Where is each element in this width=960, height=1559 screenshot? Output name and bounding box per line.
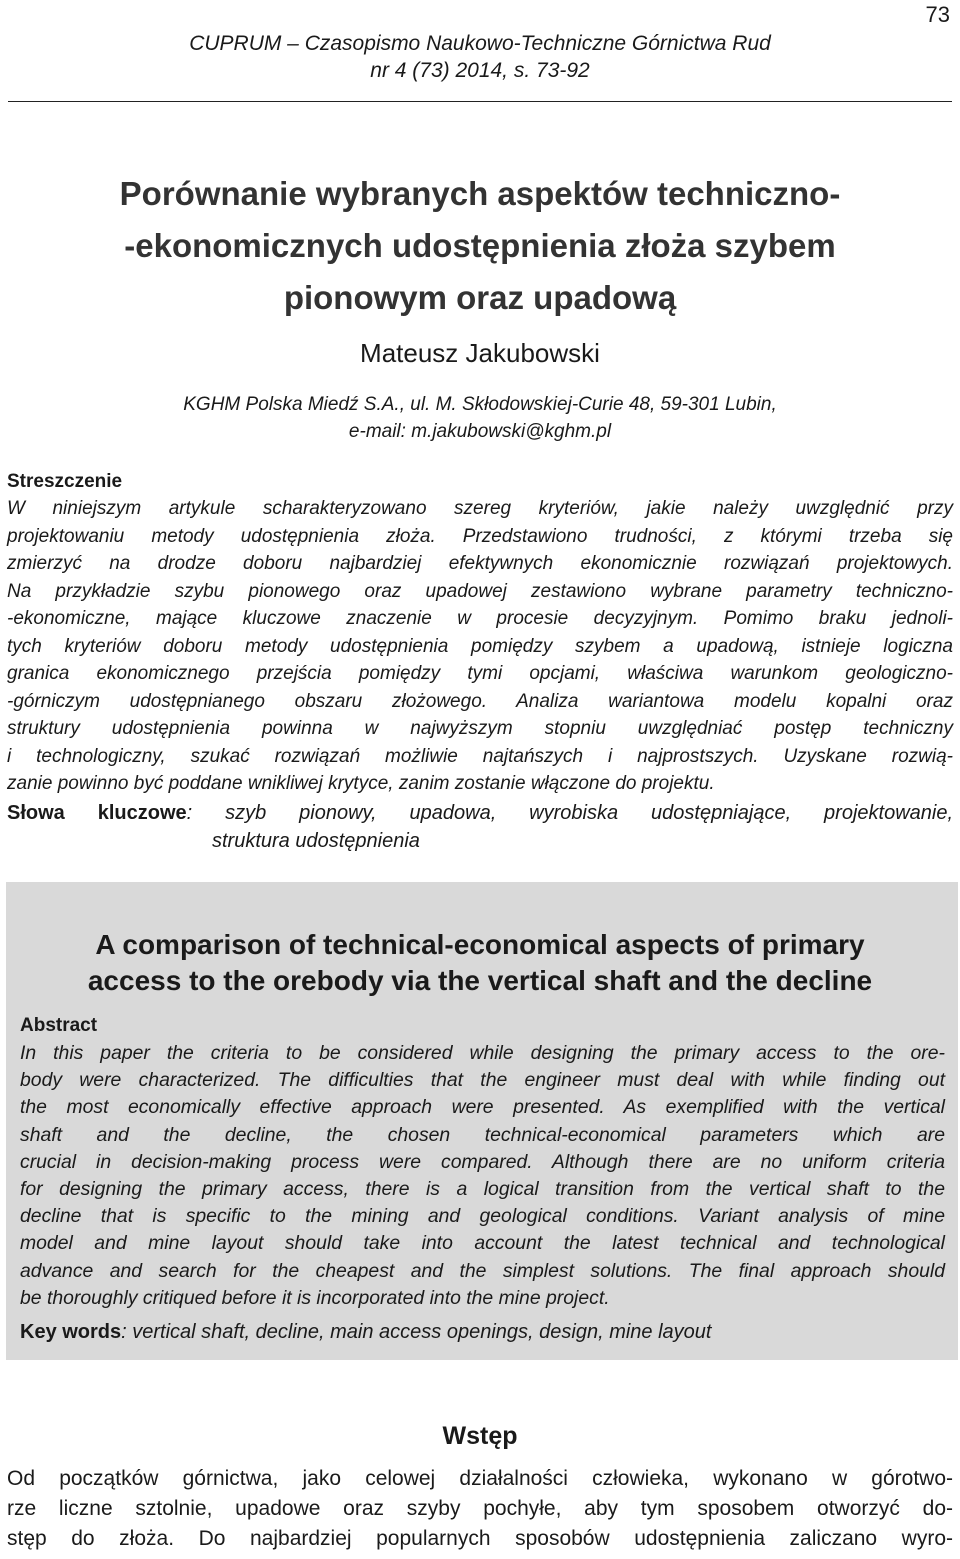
keywords-pl-continuation: struktura udostępnienia [212,830,420,852]
keywords-en [20,1318,711,1346]
english-title-line: access to the orebody via the vertical shaft and the decline [87,965,873,996]
streszczenie-heading: Streszczenie [7,471,123,492]
journal-header [0,30,960,84]
body-line: rze liczne sztolnie, upadowe oraz szyby pochyłe, aby tym sposobem otworzyć do- [7,1497,953,1520]
header-rule [8,101,952,102]
author-email: e-mail: m.jakubowski@kghm.pl [348,421,612,442]
abstract-line: be thoroughly critiqued before it is incorporated into the mine project. [20,1286,610,1309]
author-name: Mateusz Jakubowski [360,338,600,368]
journal-name: CUPRUM – Czasopismo Naukowo-Techniczne Górnictwa Rud [189,32,771,55]
affiliation: KGHM Polska Miedź S.A., ul. M. Skłodowskiej-Curie 48, 59-301 Lubin, [183,394,777,415]
abstract-line: body were characterized. The difficulties that the engineer must deal with while finding out [20,1069,945,1092]
english-title-line: A comparison of technical-economical aspects of primary [95,929,865,960]
keywords-en-text: : vertical shaft, decline, main access openings, design, mine layout [121,1321,712,1343]
abstract-line: i technologiczny, szukać rozwiązań możliwie najtańszych i najprostszych. Uzyskane rozwią- [7,745,953,767]
journal-issue: nr 4 (73) 2014, s. 73-92 [370,59,590,82]
body-line: Od początków górnictwa, jako celowej działalności człowieka, wykonano w górotwo- [7,1467,953,1490]
abstract-line: granica ekonomicznego przejścia pomiędzy tymi opcjami, właściwa warunkom geologiczno- [7,663,953,684]
abstract-line: shaft and the decline, the chosen technical-economical parameters which are [20,1123,945,1146]
abstract-line: zanie powinno być poddane wnikliwej krytyce, zanim zostanie włączone do projektu. [7,773,715,794]
abstract-line: for designing the primary access, there is a logical transition from the vertical shaft to the [20,1178,945,1201]
title-line: -ekonomicznych udostępnienia złoża szybem [124,227,836,264]
abstract-line: -ekonomiczne, mające kluczowe znaczenie w procesie decyzyjnym. Pomimo braku jednoli- [7,608,953,629]
abstract-line: the most economically effective approach were presented. As exemplified with the vertical [20,1096,945,1119]
author-block [0,336,960,370]
keywords-pl-label: Słowa kluczowe [7,802,187,824]
streszczenie-body [7,495,953,798]
abstract-heading: Abstract [20,1015,98,1036]
abstract-line: In this paper the criteria to be considered while designing the primary access to the ore- [20,1042,945,1064]
abstract-line: struktury udostępnienia powinna w najwyższym stopniu uwzględniać postęp techniczny [7,718,953,739]
abstract-line: advance and search for the cheapest and the simplest solutions. The final approach should [20,1259,945,1282]
page-number: 73 [925,2,950,27]
abstract-line: W niniejszym artykule scharakteryzowano szereg kryteriów, jakie należy uwzględnić przy [7,498,953,519]
title-line: Porównanie wybranych aspektów techniczno- [119,175,841,212]
section-heading: Wstęp [442,1422,518,1450]
abstract-line: zmierzyć na drodze doboru najbardziej efektywnych ekonomicznie rozwiązań projektowych. [7,553,953,574]
keywords-en-label: Key words [20,1321,122,1343]
abstract-line: decline that is specific to the mining and geological conditions. Variant analysis of mine [20,1205,945,1228]
intro-paragraph [7,1464,953,1554]
body-line: stęp do złoża. Do najbardziej popularnych sposobów udostępnienia zaliczano wyro- [7,1527,953,1550]
affiliation-block [0,391,960,445]
abstract-line: projektowaniu metody udostępnienia złoża. Przedstawiono trudności, z którymi trzeba się [7,525,953,547]
abstract-line: -górniczym udostępnianego obszaru złożowego. Analiza wariantowa modelu kopalni oraz [7,690,953,712]
keywords-pl-line [7,799,953,827]
abstract-line: crucial in decision-making process were compared. Although there are no uniform criteria [20,1150,945,1173]
abstract-body [20,1040,945,1312]
english-title [0,927,960,999]
article-title [0,168,960,324]
abstract-line: tych kryteriów doboru metody udostępnienia pomiędzy szybem a upadową, istnieje logiczna [7,635,953,657]
abstract-line: model and mine layout should take into account the latest technical and technological [20,1232,945,1255]
keywords-pl-text: : szyb pionowy, upadowa, wyrobiska udostępniające, projektowanie, [186,802,954,824]
title-line: pionowym oraz upadową [283,279,677,316]
abstract-line: Na przykładzie szybu pionowego oraz upadowej zestawiono wybrane parametry techniczno- [7,580,953,602]
keywords-pl [7,799,953,855]
